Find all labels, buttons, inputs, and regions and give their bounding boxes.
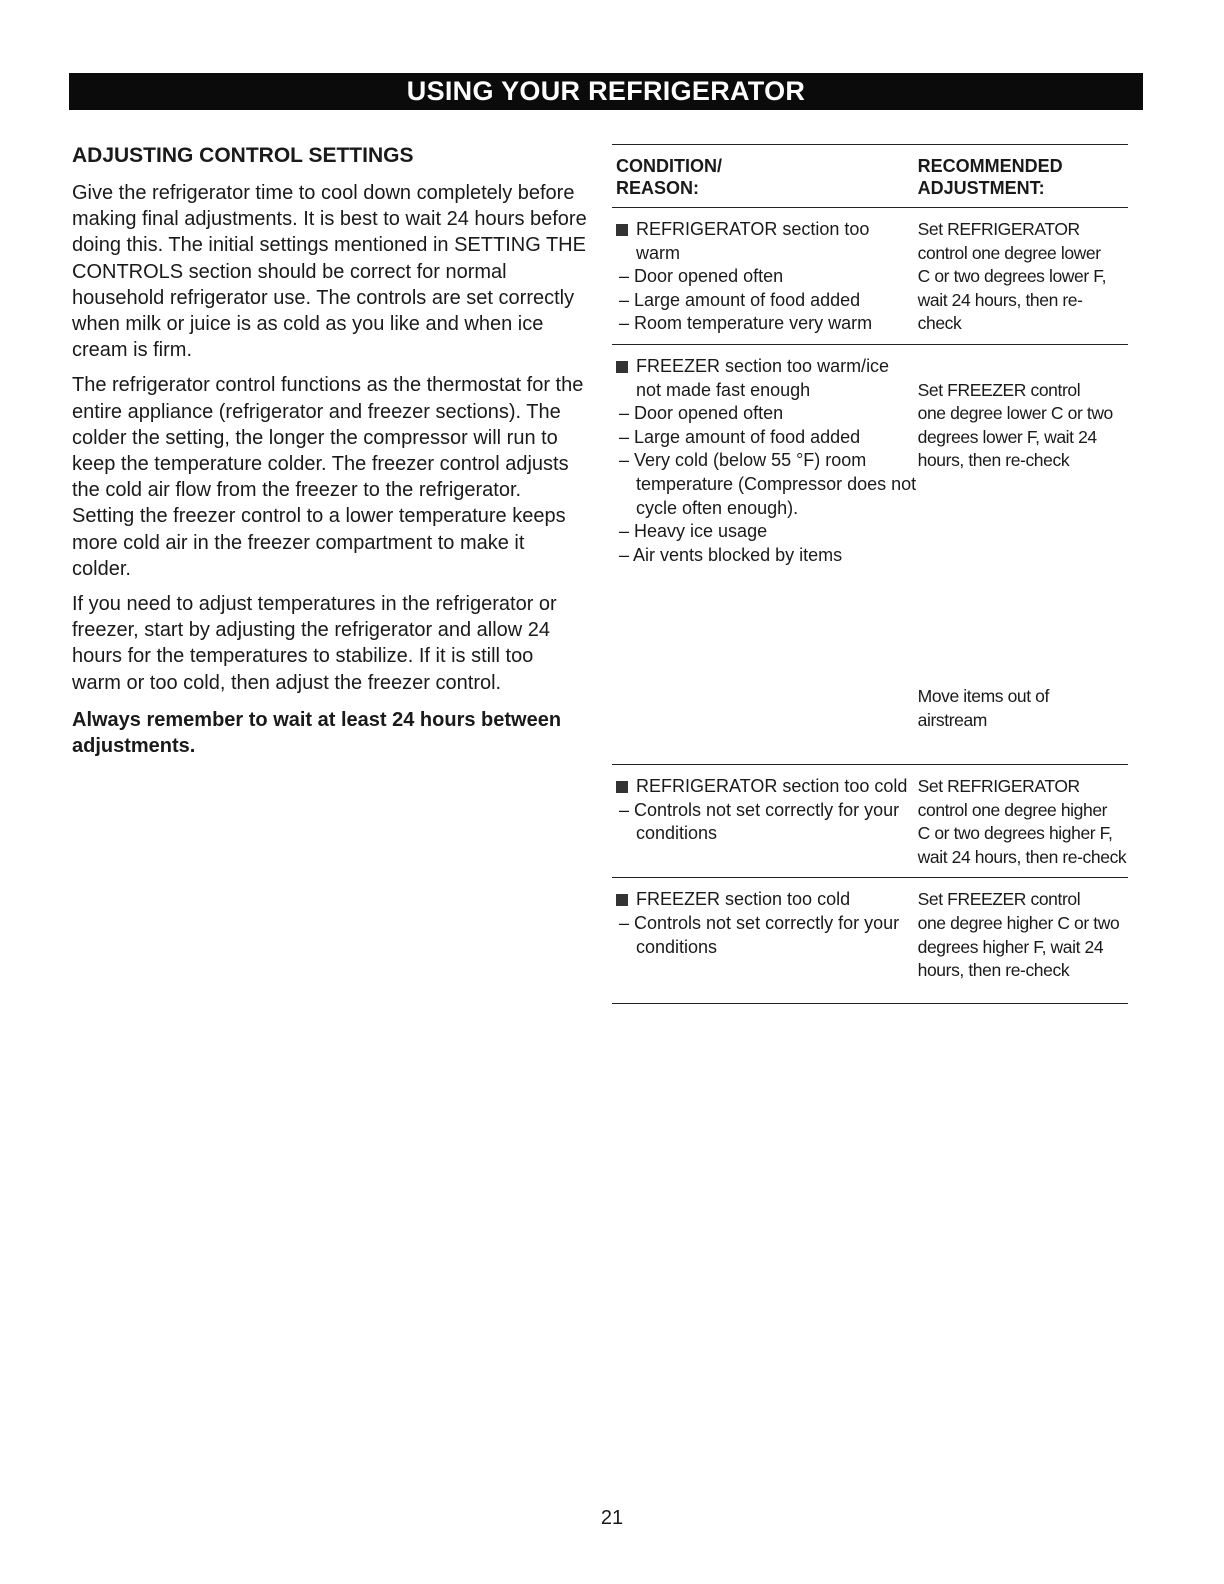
page-number: 21 [600, 1507, 624, 1529]
table-row [612, 878, 1128, 990]
reason: – Very cold (below 55 °F) room temperature (Compressor does not cycle often enough). [619, 450, 917, 518]
reason: – Controls not set correctly for your conditions [619, 799, 900, 844]
table-row [612, 765, 1128, 877]
header-condition: CONDITION/ REASON: [616, 156, 722, 198]
condition: REFRIGERATOR section too warm [616, 218, 918, 265]
header-adjustment: RECOMMENDED ADJUSTMENT: [917, 156, 1063, 198]
section-banner: USING YOUR REFRIGERATOR [69, 73, 1143, 110]
paragraph-adjust-order: If you need to adjust temperatures in the refrigerator or freezer, start by adjusting the refrigerator and allow 24 hours for the temperatures to stabilize. If it is still too warm or too cold, then adjust the freezer control. [72, 593, 557, 694]
adjusting-controls-section [72, 143, 587, 768]
table-header [612, 145, 1128, 207]
reason: – Controls not set correctly for your conditions [619, 913, 900, 957]
paragraph-cool-down: Give the refrigerator time to cool down completely before making final adjustments. It is best to wait 24 hours before doing this. The initial settings mentioned in SETTING THE CONTROLS section should be correct for normal household refrigerator use. The controls are set correctly when milk or juice is as cold as you like and when ice cream is firm. [72, 182, 587, 362]
bullet-square-icon [616, 224, 628, 236]
table-bottom-rule [612, 1003, 1128, 1004]
adjustment: Set FREEZER control one degree lower C or two degrees lower F, wait 24 hours, then re-check [917, 379, 1113, 471]
reason: – Air vents blocked by items [619, 544, 843, 565]
reason: – Door opened often [619, 266, 784, 287]
condition: FREEZER section too cold [616, 888, 918, 912]
adjustment: Set FREEZER control one degree higher C or two degrees higher F, wait 24 hours, then re-check [917, 889, 1120, 981]
paragraph-thermostat: The refrigerator control functions as the thermostat for the entire appliance (refrigerator and freezer sections). The colder the setting, the longer the compressor will run to keep the temperature colder. The freezer control adjusts the cold air flow from the freezer to the refrigerator. Setting the freezer control to a lower temperature keeps more cold air in the freezer compartment to make it colder. [72, 374, 584, 580]
section-heading: ADJUSTING CONTROL SETTINGS [72, 144, 414, 167]
condition: REFRIGERATOR section too cold [616, 775, 918, 799]
table-row [612, 208, 1128, 344]
wait-note: Always remember to wait at least 24 hours between adjustments. [72, 708, 562, 757]
bullet-square-icon [616, 781, 628, 793]
bullet-square-icon [616, 894, 628, 906]
reason: – Door opened often [619, 403, 784, 424]
reason: – Heavy ice usage [619, 521, 768, 542]
adjustment-table [612, 144, 1128, 1004]
reason: – Room temperature very warm [619, 313, 873, 334]
reason: – Large amount of food added [619, 426, 861, 447]
condition: FREEZER section too warm/ice not made fast enough [616, 355, 918, 402]
adjustment: Set REFRIGERATOR control one degree higher C or two degrees higher F, wait 24 hours, then re-check [917, 776, 1127, 867]
adjustment-secondary: Move items out of airstream [917, 686, 1049, 730]
adjustment: Set REFRIGERATOR control one degree lower C or two degrees lower F, wait 24 hours, then re- check [917, 219, 1107, 334]
bullet-square-icon [616, 361, 628, 373]
reason: – Large amount of food added [619, 289, 861, 310]
table-row [612, 345, 1128, 764]
